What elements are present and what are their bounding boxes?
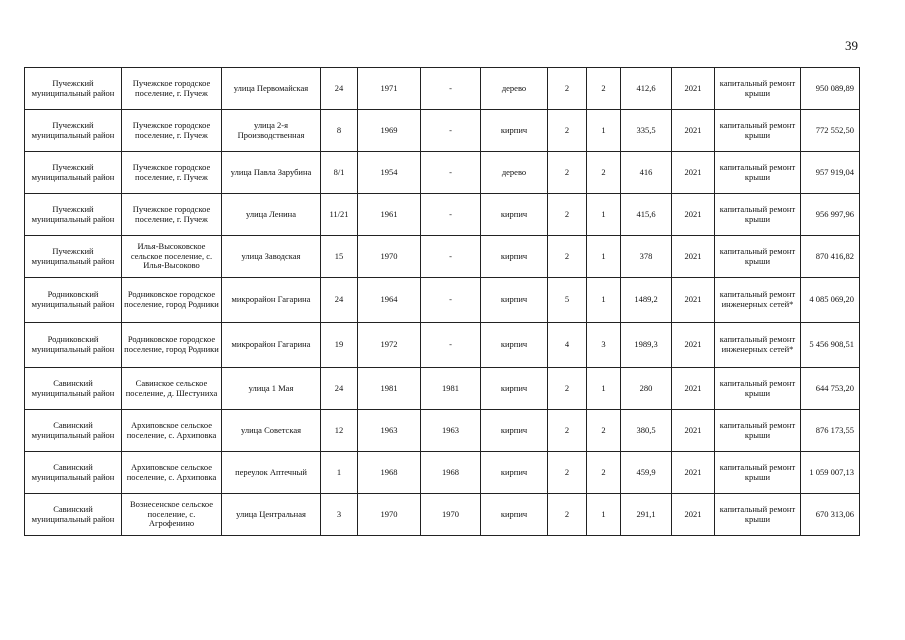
work-type-cell: капитальный ремонт крыши xyxy=(715,494,801,536)
entrances-cell: 3 xyxy=(587,323,621,368)
settlement-cell: Архиповское сельское поселение, с. Архиповка xyxy=(122,452,222,494)
area-cell: 1989,3 xyxy=(621,323,672,368)
table-row xyxy=(25,452,860,494)
entrances-cell: 2 xyxy=(587,410,621,452)
wall-material-cell: дерево xyxy=(481,68,548,110)
cost-cell: 870 416,82 xyxy=(801,236,860,278)
cost-cell: 957 919,04 xyxy=(801,152,860,194)
wall-material-cell: кирпич xyxy=(481,494,548,536)
build-year-cell: 1970 xyxy=(358,494,421,536)
street-cell: микрорайон Гагарина xyxy=(222,323,321,368)
cost-cell: 1 059 007,13 xyxy=(801,452,860,494)
house-number-cell: 8/1 xyxy=(321,152,358,194)
planned-year-cell: 2021 xyxy=(672,68,715,110)
table-row xyxy=(25,494,860,536)
municipal-district-cell: Савинский муниципальный район xyxy=(25,452,122,494)
area-cell: 291,1 xyxy=(621,494,672,536)
table-row xyxy=(25,278,860,323)
floors-cell: 2 xyxy=(548,410,587,452)
street-cell: улица Павла Зарубина xyxy=(222,152,321,194)
cost-cell: 644 753,20 xyxy=(801,368,860,410)
floors-cell: 4 xyxy=(548,323,587,368)
floors-cell: 2 xyxy=(548,452,587,494)
build-year-cell: 1970 xyxy=(358,236,421,278)
house-number-cell: 24 xyxy=(321,68,358,110)
settlement-cell: Архиповское сельское поселение, с. Архиповка xyxy=(122,410,222,452)
settlement-cell: Илья-Высоковское сельское поселение, с. Илья-Высоково xyxy=(122,236,222,278)
municipal-district-cell: Савинский муниципальный район xyxy=(25,368,122,410)
table-row xyxy=(25,236,860,278)
municipal-district-cell: Савинский муниципальный район xyxy=(25,494,122,536)
municipal-district-cell: Савинский муниципальный район xyxy=(25,410,122,452)
floors-cell: 2 xyxy=(548,152,587,194)
entrances-cell: 2 xyxy=(587,452,621,494)
street-cell: улица Первомайская xyxy=(222,68,321,110)
work-type-cell: капитальный ремонт крыши xyxy=(715,452,801,494)
page-number: 39 xyxy=(845,38,858,53)
planned-year-cell: 2021 xyxy=(672,323,715,368)
work-type-cell: капитальный ремонт крыши xyxy=(715,194,801,236)
work-type-cell: капитальный ремонт крыши xyxy=(715,68,801,110)
cost-cell: 772 552,50 xyxy=(801,110,860,152)
table-row xyxy=(25,194,860,236)
table-row xyxy=(25,110,860,152)
cost-cell: 876 173,55 xyxy=(801,410,860,452)
entrances-cell: 1 xyxy=(587,368,621,410)
floors-cell: 2 xyxy=(548,368,587,410)
build-year-cell: 1954 xyxy=(358,152,421,194)
work-type-cell: капитальный ремонт крыши xyxy=(715,110,801,152)
municipal-district-cell: Пучежский муниципальный район xyxy=(25,68,122,110)
work-type-cell: капитальный ремонт инженерных сетей* xyxy=(715,278,801,323)
floors-cell: 2 xyxy=(548,236,587,278)
entrances-cell: 1 xyxy=(587,278,621,323)
street-cell: улица 1 Мая xyxy=(222,368,321,410)
area-cell: 335,5 xyxy=(621,110,672,152)
build-year-cell: 1961 xyxy=(358,194,421,236)
last-repair-year-cell: - xyxy=(421,236,481,278)
house-number-cell: 1 xyxy=(321,452,358,494)
municipal-district-cell: Пучежский муниципальный район xyxy=(25,236,122,278)
street-cell: улица Советская xyxy=(222,410,321,452)
build-year-cell: 1971 xyxy=(358,68,421,110)
area-cell: 459,9 xyxy=(621,452,672,494)
floors-cell: 5 xyxy=(548,278,587,323)
street-cell: улица 2-я Производственная xyxy=(222,110,321,152)
last-repair-year-cell: - xyxy=(421,68,481,110)
last-repair-year-cell: 1963 xyxy=(421,410,481,452)
house-number-cell: 8 xyxy=(321,110,358,152)
municipal-district-cell: Пучежский муниципальный район xyxy=(25,194,122,236)
municipal-district-cell: Родниковский муниципальный район xyxy=(25,278,122,323)
settlement-cell: Савинское сельское поселение, д. Шестуниха xyxy=(122,368,222,410)
house-number-cell: 24 xyxy=(321,368,358,410)
municipal-district-cell: Родниковский муниципальный район xyxy=(25,323,122,368)
street-cell: микрорайон Гагарина xyxy=(222,278,321,323)
planned-year-cell: 2021 xyxy=(672,368,715,410)
work-type-cell: капитальный ремонт крыши xyxy=(715,236,801,278)
last-repair-year-cell: 1970 xyxy=(421,494,481,536)
cost-cell: 950 089,89 xyxy=(801,68,860,110)
street-cell: переулок Аптечный xyxy=(222,452,321,494)
area-cell: 412,6 xyxy=(621,68,672,110)
cost-cell: 4 085 069,20 xyxy=(801,278,860,323)
area-cell: 378 xyxy=(621,236,672,278)
area-cell: 1489,2 xyxy=(621,278,672,323)
municipal-district-cell: Пучежский муниципальный район xyxy=(25,152,122,194)
work-type-cell: капитальный ремонт крыши xyxy=(715,152,801,194)
work-type-cell: капитальный ремонт инженерных сетей* xyxy=(715,323,801,368)
street-cell: улица Ленина xyxy=(222,194,321,236)
build-year-cell: 1969 xyxy=(358,110,421,152)
floors-cell: 2 xyxy=(548,494,587,536)
floors-cell: 2 xyxy=(548,68,587,110)
cost-cell: 670 313,06 xyxy=(801,494,860,536)
wall-material-cell: кирпич xyxy=(481,452,548,494)
entrances-cell: 1 xyxy=(587,494,621,536)
settlement-cell: Пучежское городское поселение, г. Пучеж xyxy=(122,68,222,110)
wall-material-cell: кирпич xyxy=(481,236,548,278)
planned-year-cell: 2021 xyxy=(672,278,715,323)
entrances-cell: 1 xyxy=(587,110,621,152)
wall-material-cell: кирпич xyxy=(481,110,548,152)
last-repair-year-cell: - xyxy=(421,194,481,236)
settlement-cell: Вознесенское сельское поселение, с. Агрофенино xyxy=(122,494,222,536)
wall-material-cell: кирпич xyxy=(481,278,548,323)
house-number-cell: 11/21 xyxy=(321,194,358,236)
wall-material-cell: кирпич xyxy=(481,410,548,452)
wall-material-cell: дерево xyxy=(481,152,548,194)
last-repair-year-cell: - xyxy=(421,323,481,368)
house-number-cell: 12 xyxy=(321,410,358,452)
street-cell: улица Заводская xyxy=(222,236,321,278)
build-year-cell: 1981 xyxy=(358,368,421,410)
build-year-cell: 1964 xyxy=(358,278,421,323)
wall-material-cell: кирпич xyxy=(481,194,548,236)
planned-year-cell: 2021 xyxy=(672,152,715,194)
area-cell: 416 xyxy=(621,152,672,194)
last-repair-year-cell: - xyxy=(421,278,481,323)
planned-year-cell: 2021 xyxy=(672,194,715,236)
house-number-cell: 19 xyxy=(321,323,358,368)
planned-year-cell: 2021 xyxy=(672,110,715,152)
planned-year-cell: 2021 xyxy=(672,410,715,452)
table-row xyxy=(25,68,860,110)
table-row xyxy=(25,152,860,194)
entrances-cell: 2 xyxy=(587,68,621,110)
last-repair-year-cell: - xyxy=(421,110,481,152)
planned-year-cell: 2021 xyxy=(672,494,715,536)
settlement-cell: Пучежское городское поселение, г. Пучеж xyxy=(122,194,222,236)
last-repair-year-cell: 1968 xyxy=(421,452,481,494)
area-cell: 380,5 xyxy=(621,410,672,452)
municipal-district-cell: Пучежский муниципальный район xyxy=(25,110,122,152)
work-type-cell: капитальный ремонт крыши xyxy=(715,410,801,452)
table-row xyxy=(25,368,860,410)
settlement-cell: Родниковское городское поселение, город Родники xyxy=(122,323,222,368)
entrances-cell: 2 xyxy=(587,152,621,194)
cost-cell: 956 997,96 xyxy=(801,194,860,236)
table-row xyxy=(25,410,860,452)
build-year-cell: 1968 xyxy=(358,452,421,494)
settlement-cell: Пучежское городское поселение, г. Пучеж xyxy=(122,152,222,194)
settlement-cell: Родниковское городское поселение, город Родники xyxy=(122,278,222,323)
entrances-cell: 1 xyxy=(587,194,621,236)
house-number-cell: 15 xyxy=(321,236,358,278)
area-cell: 280 xyxy=(621,368,672,410)
table-row xyxy=(25,323,860,368)
build-year-cell: 1963 xyxy=(358,410,421,452)
street-cell: улица Центральная xyxy=(222,494,321,536)
area-cell: 415,6 xyxy=(621,194,672,236)
settlement-cell: Пучежское городское поселение, г. Пучеж xyxy=(122,110,222,152)
planned-year-cell: 2021 xyxy=(672,236,715,278)
house-number-cell: 3 xyxy=(321,494,358,536)
wall-material-cell: кирпич xyxy=(481,323,548,368)
planned-year-cell: 2021 xyxy=(672,452,715,494)
house-number-cell: 24 xyxy=(321,278,358,323)
cost-cell: 5 456 908,51 xyxy=(801,323,860,368)
entrances-cell: 1 xyxy=(587,236,621,278)
work-type-cell: капитальный ремонт крыши xyxy=(715,368,801,410)
floors-cell: 2 xyxy=(548,110,587,152)
build-year-cell: 1972 xyxy=(358,323,421,368)
wall-material-cell: кирпич xyxy=(481,368,548,410)
repair-registry-table xyxy=(24,67,860,536)
last-repair-year-cell: 1981 xyxy=(421,368,481,410)
last-repair-year-cell: - xyxy=(421,152,481,194)
floors-cell: 2 xyxy=(548,194,587,236)
